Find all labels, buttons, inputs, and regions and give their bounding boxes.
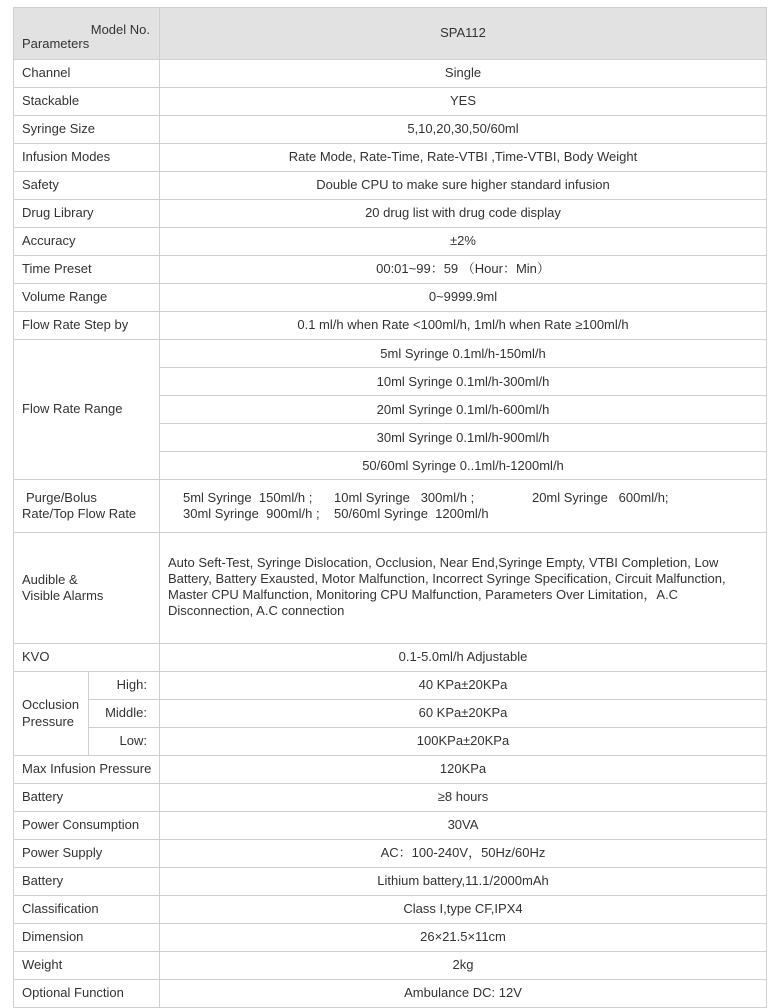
param-value: 120KPa (160, 756, 767, 784)
flow-rate-item: 20ml Syringe 0.1ml/h-600ml/h (160, 396, 766, 424)
param-value (160, 480, 767, 533)
param-label-line: Audible & (22, 571, 78, 587)
row-occlusion-high (14, 672, 767, 700)
row-power-consumption (14, 812, 767, 840)
param-value: 2kg (160, 952, 767, 980)
purge-value-line: 5ml Syringe 150ml/h ; 10ml Syringe 300ml/h ; 20ml Syringe 600ml/h; (183, 489, 669, 505)
row-max-pressure (14, 756, 767, 784)
param-label: Battery (14, 784, 160, 812)
param-value: ±2% (160, 228, 767, 256)
flow-rate-item: 5ml Syringe 0.1ml/h-150ml/h (160, 340, 766, 368)
header-corner-cell (14, 8, 160, 60)
row-alarms (14, 533, 767, 644)
row-optional-function (14, 980, 767, 1008)
occlusion-pressure-label (14, 672, 89, 756)
param-label: Classification (14, 896, 160, 924)
param-value: 20 drug list with drug code display (160, 200, 767, 228)
param-label: Optional Function (14, 980, 160, 1008)
row-kvo (14, 644, 767, 672)
row-channel (14, 60, 767, 88)
row-battery-type (14, 868, 767, 896)
param-label: KVO (14, 644, 160, 672)
model-name: SPA112 (160, 8, 767, 60)
param-label-line: Rate/Top Flow Rate (22, 506, 137, 521)
row-weight (14, 952, 767, 980)
model-no-label: Model No. (90, 22, 150, 37)
param-label: Dimension (14, 924, 160, 952)
occlusion-level-label: High: (89, 672, 160, 700)
param-label-line: Purge/Bolus (26, 489, 97, 505)
flow-rate-item: 30ml Syringe 0.1ml/h-900ml/h (160, 424, 766, 452)
param-value: 5,10,20,30,50/60ml (160, 116, 767, 144)
param-label: Flow Rate Range (14, 340, 160, 480)
param-label (14, 533, 160, 644)
param-label: Stackable (14, 88, 160, 116)
header-row (14, 8, 767, 60)
param-label: Flow Rate Step by (14, 312, 160, 340)
param-value: Double CPU to make sure higher standard infusion (160, 172, 767, 200)
param-value: Ambulance DC: 12V (160, 980, 767, 1008)
purge-value-line: 30ml Syringe 900ml/h ; 50/60ml Syringe 1200ml/h (183, 506, 489, 521)
row-occlusion-middle (14, 700, 767, 728)
row-occlusion-low (14, 728, 767, 756)
param-label-line: Pressure (22, 713, 75, 729)
row-accuracy (14, 228, 767, 256)
param-label: Time Preset (14, 256, 160, 284)
param-value: 100KPa±20KPa (160, 728, 767, 756)
param-value: 40 KPa±20KPa (160, 672, 767, 700)
param-label: Volume Range (14, 284, 160, 312)
param-label (14, 480, 160, 533)
param-value: 30VA (160, 812, 767, 840)
row-syringe-size (14, 116, 767, 144)
param-label: Infusion Modes (14, 144, 160, 172)
param-value: ≥8 hours (160, 784, 767, 812)
param-value: 0.1-5.0ml/h Adjustable (160, 644, 767, 672)
row-classification (14, 896, 767, 924)
param-value: 60 KPa±20KPa (160, 700, 767, 728)
param-label: Accuracy (14, 228, 160, 256)
param-label: Max Infusion Pressure (14, 756, 160, 784)
param-label: Power Supply (14, 840, 160, 868)
row-infusion-modes (14, 144, 767, 172)
row-battery (14, 784, 767, 812)
param-value: 0.1 ml/h when Rate <100ml/h, 1ml/h when Rate ≥100ml/h (160, 312, 767, 340)
param-value: Class I,type CF,IPX4 (160, 896, 767, 924)
flow-rate-range-values (160, 340, 767, 480)
param-value: Rate Mode, Rate-Time, Rate-VTBI ,Time-VTBI, Body Weight (160, 144, 767, 172)
row-flow-rate-step (14, 312, 767, 340)
row-flow-rate-range (14, 340, 767, 480)
param-label: Safety (14, 172, 160, 200)
param-label: Drug Library (14, 200, 160, 228)
param-label: Power Consumption (14, 812, 160, 840)
param-label: Syringe Size (14, 116, 160, 144)
param-value: 00:01~99：59 （Hour：Min） (160, 256, 767, 284)
param-value: Single (160, 60, 767, 88)
param-label: Channel (14, 60, 160, 88)
param-value: 26×21.5×11cm (160, 924, 767, 952)
parameters-label: Parameters (22, 35, 90, 51)
row-volume-range (14, 284, 767, 312)
spec-table (13, 7, 767, 1008)
param-label-line: Visible Alarms (22, 588, 104, 603)
row-power-supply (14, 840, 767, 868)
row-dimension (14, 924, 767, 952)
row-drug-library (14, 200, 767, 228)
occlusion-level-label: Low: (89, 728, 160, 756)
param-value: Lithium battery,11.1/2000mAh (160, 868, 767, 896)
param-label-line: Occlusion (22, 697, 80, 713)
param-label: Weight (14, 952, 160, 980)
alarms-value: Auto Seft-Test, Syringe Dislocation, Occlusion, Near End,Syringe Empty, VTBI Completion, Low Battery, Battery Exausted, Motor Malfunction, Incorrect Syringe Specification, Circuit Malfunction, Master CPU Malfunction, Monitoring CPU Malfunction, Parameters Over Limitation，A.C Disconnection, A.C connection (160, 533, 767, 644)
param-value: 0~9999.9ml (160, 284, 767, 312)
param-value: AC：100-240V，50Hz/60Hz (160, 840, 767, 868)
flow-rate-item: 10ml Syringe 0.1ml/h-300ml/h (160, 368, 766, 396)
row-safety (14, 172, 767, 200)
flow-rate-item: 50/60ml Syringe 0..1ml/h-1200ml/h (362, 458, 564, 473)
row-purge-bolus (14, 480, 767, 533)
param-label: Battery (14, 868, 160, 896)
param-value: YES (160, 88, 767, 116)
occlusion-level-label: Middle: (89, 700, 160, 728)
row-stackable (14, 88, 767, 116)
row-time-preset (14, 256, 767, 284)
